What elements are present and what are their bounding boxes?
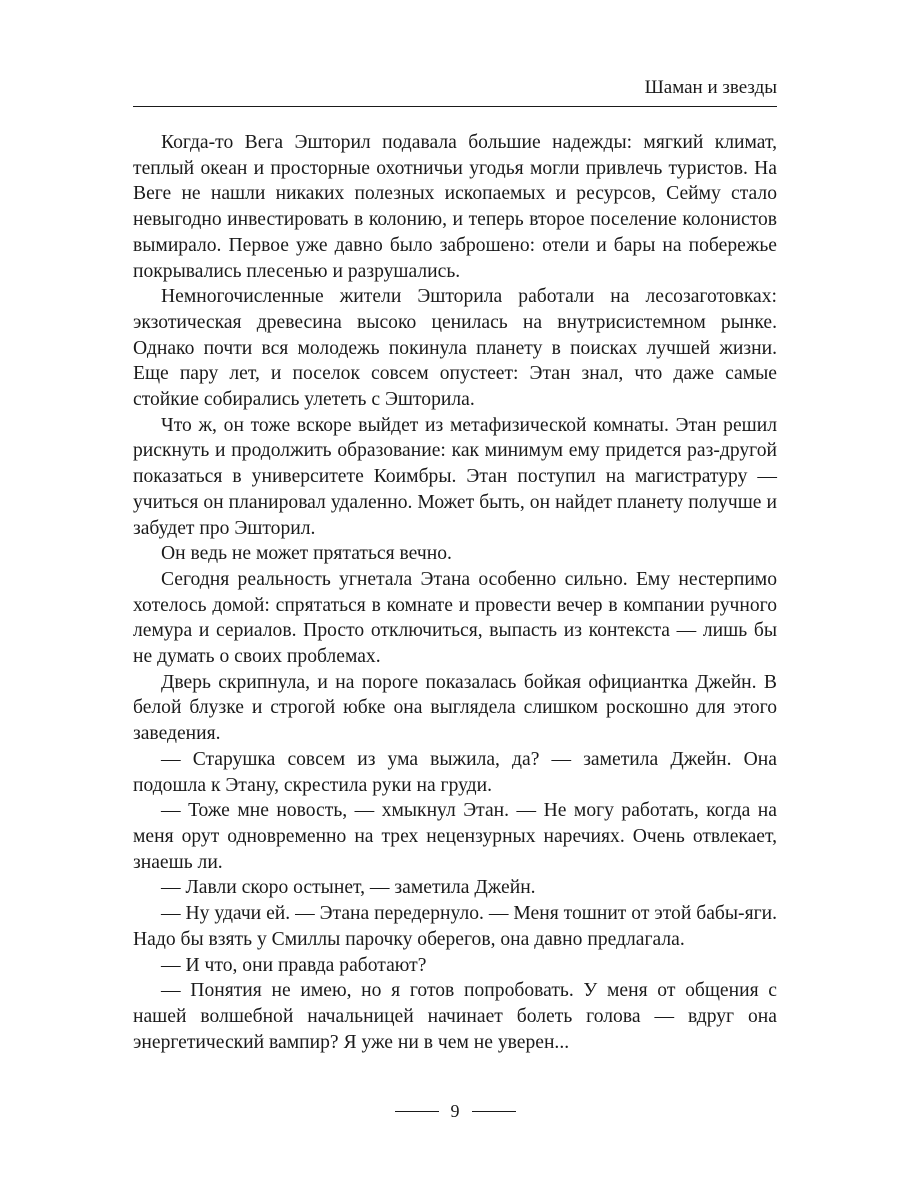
dialogue-paragraph: — Понятия не имею, но я готов попробовать. У меня от общения с нашей волшебной начальницей начинает болеть голова — вдруг она энергетический вампир? Я уже ни в чем не уверен...: [133, 980, 777, 1053]
paragraph: Он ведь не может прятаться вечно.: [161, 543, 452, 565]
dialogue-paragraph: — Старушка совсем из ума выжила, да? — заметила Джейн. Она подошла к Этану, скрестила руки на груди.: [133, 748, 777, 796]
dialogue-paragraph: — Тоже мне новость, — хмыкнул Этан. — Не могу работать, когда на меня орут одновременно на трех нецензурных наречиях. Очень отвлекает, знаешь ли.: [133, 800, 777, 873]
paragraph: Сегодня реальность угнетала Этана особенно сильно. Ему нестерпимо хотелось домой: спрятаться в комнате и провести вечер в компании ручного лемура и сериалов. Просто отключиться, выпасть из контекста — лишь бы не думать о своих проблемах.: [133, 568, 777, 668]
page-number: 9: [450, 1101, 460, 1121]
page-footer: [133, 1100, 777, 1122]
folio-dash-left: [395, 1111, 439, 1112]
dialogue-paragraph: — Лавли скоро остынет, — заметила Джейн.: [161, 877, 536, 899]
dialogue-paragraph: — Ну удачи ей. — Этана передернуло. — Меня тошнит от этой бабы-яги. Надо бы взять у Смиллы парочку оберегов, она давно предлагала.: [133, 903, 777, 950]
paragraph: Когда-то Вега Эшторил подавала большие надежды: мягкий климат, теплый океан и просторные охотничьи угодья могли привлечь туристов. На Веге не нашли никаких полезных ископаемых и ресурсов, Сейму стало невыгодно инвестировать в колонию, и теперь второе поселение колонистов вымирало. Первое уже давно было заброшено: отели и бары на побережье покрывались плесенью и разрушались.: [133, 132, 777, 282]
dialogue-paragraph: — И что, они правда работают?: [161, 954, 427, 976]
body-text: [133, 130, 777, 1055]
paragraph: Что ж, он тоже вскоре выйдет из метафизической комнаты. Этан решил рискнуть и продолжить образование: как минимум ему придется раз-другой показаться в университете Коимбры. Этан поступил на магистратуру — учиться он планировал удаленно. Может быть, он найдет планету получше и забудет про Эшторил.: [133, 414, 777, 539]
paragraph: Дверь скрипнула, и на пороге показалась бойкая официантка Джейн. В белой блузке и строгой юбке она выглядела слишком роскошно для этого заведения.: [133, 671, 777, 745]
folio-dash-right: [472, 1111, 516, 1112]
paragraph: Немногочисленные жители Эшторила работали на лесозаготовках: экзотическая древесина высоко ценилась на внутрисистемном рынке. Однако почти вся молодежь покинула планету в поисках лучшей жизни. Еще пару лет, и поселок совсем опустеет: Этан знал, что даже самые стойкие собирались улететь с Эшторила.: [133, 286, 777, 411]
running-head-title: Шаман и звезды: [644, 77, 777, 98]
header-rule: [133, 106, 777, 107]
